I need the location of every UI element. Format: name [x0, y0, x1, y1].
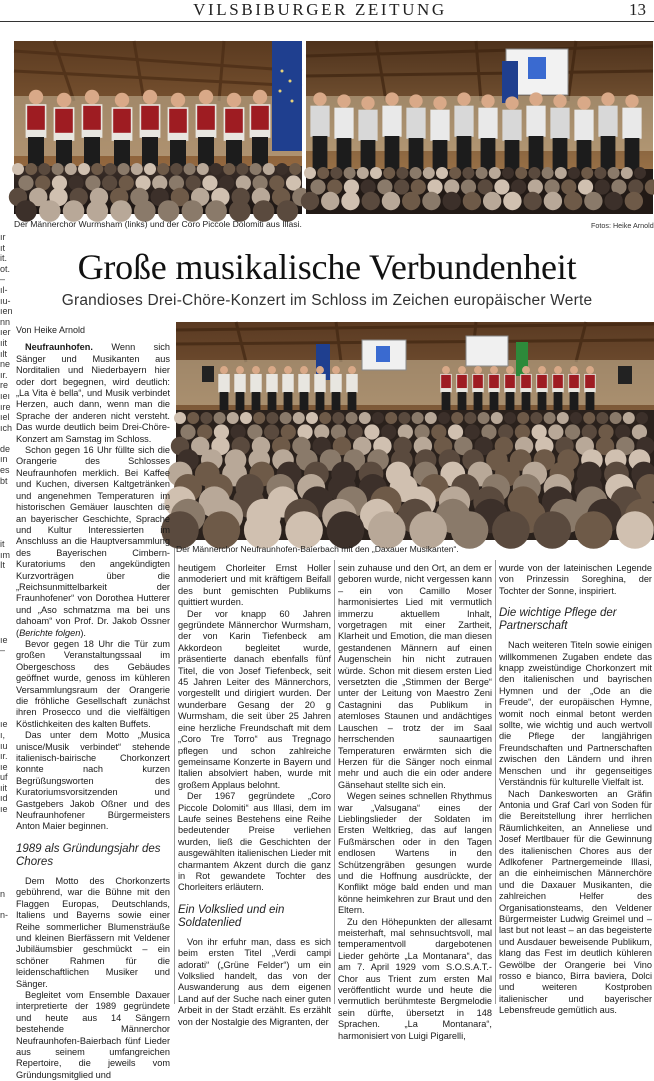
cut-fragment: it — [0, 539, 5, 550]
audience-head — [442, 192, 460, 210]
audience-head — [65, 163, 77, 175]
cut-fragment — [0, 709, 9, 720]
article-column-2 — [178, 563, 331, 1028]
audience-head — [91, 163, 103, 175]
audience-head — [596, 412, 608, 424]
audience-head — [394, 179, 409, 194]
headline: Große musikalische Verbundenheit — [77, 247, 577, 287]
audience-head — [78, 163, 90, 175]
cut-off-column — [0, 232, 13, 1027]
cut-fragment — [0, 529, 9, 540]
audience-head — [423, 167, 435, 179]
cut-fragment: uf — [0, 772, 8, 783]
cut-fragment: ıre — [0, 401, 11, 412]
cut-fragment — [0, 497, 9, 508]
audience-head — [570, 412, 582, 424]
cut-fragment — [0, 815, 9, 826]
paragraph — [499, 563, 652, 597]
cut-fragment — [0, 603, 9, 614]
audience-head — [491, 412, 503, 424]
audience-head — [625, 192, 643, 210]
cut-fragment — [0, 942, 9, 953]
audience-head — [581, 167, 593, 179]
cut-fragment — [0, 921, 9, 932]
photo-caption-main: Der Männerchor Neufraunhofen-Baierbach mit den „Daxauer Musikanten“. — [176, 544, 459, 554]
dateline: Neufraunhofen. — [25, 342, 93, 353]
photo-caption-top: Der Männerchor Wurmsham (links) und der Coro Piccole Dolomiti aus Illasi. — [14, 219, 302, 229]
audience-head — [564, 192, 582, 210]
cut-fragment — [0, 688, 9, 699]
cut-fragment — [0, 868, 9, 879]
audience-head — [489, 167, 501, 179]
article-column-4 — [499, 563, 652, 1017]
paragraph — [178, 563, 331, 609]
cut-fragment: de — [0, 443, 11, 454]
cut-fragment: ıe — [0, 804, 8, 815]
byline: Von Heike Arnold — [16, 325, 86, 335]
paragraph-text: Nach weiteren Titeln sowie einigen willkommenen Zugaben endete das knapp zweistündige Chorkonzert mit den italienischen und bayrischen Hymnen und der „Ode an die Freude“, der europäischen Hymne, womit noch einmal betont werden sollte, wie wichtig und auch wertvoll die Pflege der langjährigen Freundschaften und Partnerschaften zwischen den Ländern und ihren Menschen und ihr gegenseitiges Verständnis für kulturelle Vielfalt ist. — [499, 640, 652, 788]
cut-fragment — [0, 984, 9, 995]
cut-fragment: ıit — [0, 337, 8, 348]
audience-head — [382, 192, 400, 210]
cut-fragment — [0, 518, 9, 529]
newspaper-name: VILSBIBURGER ZEITUNG — [193, 0, 447, 19]
cut-fragment — [0, 825, 9, 836]
audience-head — [344, 167, 356, 179]
cut-fragment — [0, 1005, 9, 1016]
masthead — [0, 0, 654, 22]
audience-head — [210, 163, 222, 175]
paragraph — [338, 791, 492, 916]
audience-head — [410, 167, 422, 179]
audience-head — [304, 167, 316, 179]
audience-head — [250, 163, 262, 175]
audience-head — [462, 167, 474, 179]
cut-fragment: ıe — [0, 719, 8, 730]
cut-fragment: bt — [0, 475, 8, 486]
paragraph-text: Begleitet vom Ensemble Daxauer interpretierte der 1989 gegründete und heute aus 14 Sängern bestehende Männerchor Neufraunhofen-Baierbach fünf Lieder aus seinem umfangreichen Repertoire, die jeweils vom Gründungsmitglied und — [16, 989, 170, 1080]
cut-fragment — [0, 666, 9, 677]
audience-head — [321, 192, 339, 210]
audience-head — [634, 167, 646, 179]
cut-fragment: ıt — [0, 242, 6, 253]
audience-head — [332, 412, 344, 424]
paragraph-text: Zu den Höhepunkten der allesamt meisterhaft, mal sehnsuchtsvoll, mal temperamentvoll dargebotenen Lieder gehörte „La Montanara“, das am 7. April 1929 vom S.O.S.A.T.-Chor aus Trient zum ersten Mal veröffentlicht wurde und heute die vermutlich berühmteste Bergmelodie sein dürfte, übersetzt in 148 Sprachen. „La Montanara“, harmonisiert von Luigi Pigarelli, — [338, 916, 492, 1041]
audience-head — [214, 412, 226, 424]
cut-fragment: ıe — [0, 634, 8, 645]
audience-head — [436, 167, 448, 179]
paragraph — [499, 640, 652, 788]
cut-fragment — [0, 857, 9, 868]
cut-fragment — [0, 963, 9, 974]
cut-fragment — [0, 878, 9, 889]
audience-head — [263, 163, 275, 175]
audience-head — [528, 167, 540, 179]
audience-head — [359, 412, 371, 424]
cut-fragment: ıl- — [0, 284, 8, 295]
audience-head — [449, 167, 461, 179]
cut-fragment — [0, 507, 9, 518]
paragraph-text: Dem Motto des Chorkonzerts gebührend, war die Bühne mit den Flaggen Europas, Deutschlands, Italiens und Bayerns sowie einer Reihe sommerlicher Blumensträuße und kleinen Bierfässern mit Veldener Jubiläumsbier geschmückt – ein schöner Rahmen für die leidenschaftlichen Musiker und Sänger. — [16, 875, 170, 989]
cut-fragment — [0, 677, 9, 688]
paragraph — [16, 342, 170, 445]
audience-head — [608, 167, 620, 179]
cut-fragment — [0, 974, 9, 985]
audience-head — [523, 192, 541, 210]
audience-head — [104, 163, 116, 175]
audience-head — [412, 412, 424, 424]
photo-maennerchor-wurmsham — [14, 41, 302, 214]
cut-fragment: It — [0, 560, 6, 571]
cut-fragment: ıit — [0, 782, 8, 793]
paragraph-text: Das unter dem Motto „Musica unisce/Musik verbindet“ stehende italienisch-bairische Chorkonzert konnte nach kurzen Begrüßungsworten des Kuratoriumsvorsitzenden und Gastgebers Jakob Oßner und des Neufraunhofener Bürgermeisters Anton Maier beginnen. — [16, 730, 170, 832]
photo-credit: Fotos: Heike Arnold — [591, 221, 654, 230]
audience-head — [396, 167, 408, 179]
paragraph-text: Bevor gegen 18 Uhr die Tür zum großen Veranstaltungssaal im Obergeschoss des Gebäudes geöffnet wurde, genoss im kühleren Versammlungsraum der Orangerie die fröhliche Gesellschaft zunächst ihren Prosecco und die vielfältigen Köstlichkeiten des kalten Buffets. — [16, 638, 170, 729]
paragraph-text: Der vor knapp 60 Jahren gegründete Männerchor Wurmsham, der von Karin Tiefenbeck am Akkordeon begleitet wurde, präsentierte danach ebenfalls fünf Titel, die von Josef Tiefenbeck, seit 45 Jahren Leiter des Männerchors, vorgestellt und dirigiert wurden. Der wunderbare Gesang der 20 g Wurmsham, die seit über 25 Jahren eine herzliche Freundschaft mit dem „Coro Tre Torro“ aus Tregnago pflegen und schon zahlreiche gemeinsame Konzerte in Bayern und Italien absolviert haben, wurde mit großem Applaus belohnt. — [178, 608, 331, 790]
audience-head — [317, 167, 329, 179]
audience-head — [483, 192, 501, 210]
cut-fragment — [0, 846, 9, 857]
audience-head — [478, 412, 490, 424]
cut-fragment: – — [0, 274, 6, 285]
cut-fragment: nn — [0, 316, 11, 327]
audience-head — [38, 163, 50, 175]
audience-head — [610, 412, 622, 424]
paragraph — [16, 445, 170, 639]
cut-fragment — [0, 592, 9, 603]
cut-fragment — [0, 931, 9, 942]
paragraph-text: Schon gegen 16 Uhr füllte sich die Orangerie des Schlosses Neufraunhofen merklich. Bei Kaffee und Kuchen, diversen Kaltgetränken und angenehmen Temperaturen im historischen Gemäuer lauschten die an bayerischer Geschichte, Sprache und Kultur Interessierten im Anschluss an die Hauptversammlung des Bayerischen Cimbern-Kuratoriums den angekündigten Kurzvorträgen über die „Reichsunmittelbarkeit der Fraunhofener“ von Dorothea Hutterer und „Aso schmatzma ma bei uns dahoam“ von Prof. Dr. Jakob Ossner ( — [16, 445, 170, 638]
italic-note: Berichte folgen — [19, 627, 81, 638]
cut-fragment: ıu — [0, 740, 8, 751]
cut-fragment: ır. — [0, 369, 8, 380]
audience-head — [276, 163, 288, 175]
cut-fragment — [0, 433, 9, 444]
cut-fragment: ıel — [0, 412, 10, 423]
cut-fragment — [0, 486, 9, 497]
audience-head — [280, 412, 292, 424]
audience-head — [12, 163, 24, 175]
audience-head — [623, 412, 635, 424]
audience-head — [357, 167, 369, 179]
cut-fragment: ın — [0, 454, 8, 465]
paragraph-text: Der 1967 gegründete „Coro Piccole Dolomiti“ aus Illasi, dem im Laufe seines Bestehens eine Reihe bedeutender Preise verliehen wurden, ließ die Geschichten der ausgewählten italienischen Lieder mit charmantem Akzent durch die ganz in Rot gewandete Tochter des Chorleiters erläutern. — [178, 791, 331, 893]
audience-head — [494, 179, 509, 194]
photo-coro-piccole-dolomiti — [306, 41, 653, 214]
audience-head — [236, 163, 248, 175]
audience-head — [306, 412, 318, 424]
audience-head — [636, 412, 648, 424]
audience-head — [289, 163, 301, 175]
paragraph — [499, 789, 652, 1017]
audience-head — [492, 511, 530, 549]
paragraph-tail: ). — [80, 627, 86, 638]
audience-head — [398, 412, 410, 424]
audience-head — [621, 167, 633, 179]
audience-head — [264, 424, 279, 439]
audience-head — [604, 192, 622, 210]
column-rule — [495, 560, 496, 1004]
audience-head — [157, 163, 169, 175]
audience-head — [464, 412, 476, 424]
audience-head — [584, 192, 602, 210]
cut-fragment: es — [0, 465, 10, 476]
cut-fragment — [0, 836, 9, 847]
paragraph — [338, 917, 492, 1042]
paragraph — [178, 937, 331, 1028]
section-subheading: Die wichtige Pflege der Partnerschaft — [499, 607, 617, 633]
cut-fragment: – — [0, 645, 6, 656]
audience-head — [266, 412, 278, 424]
paragraph-text: Wegen seines schnellen Rhythmus war „Valsugana“ eines der Lieblingslieder der Soldaten im Ersten Weltkrieg, das auf langen Fußmärschen oder in den Tagen endlosen Wartens in den Schützengräben gesungen wurde und die Hoffnung ausdrückte, der Konflikt möge bald enden und man könne heimkehren zur Braut und den Eltern. — [338, 791, 492, 916]
audience-head — [616, 511, 654, 549]
audience-head — [364, 424, 379, 439]
audience-head — [544, 412, 556, 424]
audience-head — [385, 412, 397, 424]
article-column-1 — [16, 325, 170, 1081]
audience-head — [131, 163, 143, 175]
cut-fragment: ıen — [0, 306, 13, 317]
paragraph — [16, 876, 170, 990]
cut-fragment — [0, 995, 9, 1006]
audience-head — [319, 412, 331, 424]
audience-head — [187, 412, 199, 424]
cut-fragment — [0, 571, 9, 582]
cut-fragment: ıeı — [0, 390, 11, 401]
cut-fragment — [0, 899, 9, 910]
audience-head — [515, 167, 527, 179]
audience-head — [583, 412, 595, 424]
cut-fragment — [0, 582, 9, 593]
cut-fragment — [0, 952, 9, 963]
page-number: 13 — [629, 0, 646, 19]
cut-fragment — [0, 698, 9, 709]
audience-head — [346, 412, 358, 424]
audience-head — [202, 175, 217, 190]
audience-head — [544, 192, 562, 210]
paragraph — [178, 791, 331, 894]
paragraph — [16, 990, 170, 1081]
cut-fragment: ılt — [0, 348, 8, 359]
paragraph-text: heutigem Chorleiter Ernst Holler anmoderiert und mit kräftigem Beifall des bunt gemischten Publikums quittiert wurden. — [178, 563, 331, 608]
audience-head — [451, 412, 463, 424]
audience-head — [253, 412, 265, 424]
audience-head — [476, 167, 488, 179]
cut-fragment: ır — [0, 232, 6, 242]
audience-head — [557, 412, 569, 424]
cut-fragment: n — [0, 888, 6, 899]
cut-fragment: ı, — [0, 729, 6, 740]
audience-head — [503, 192, 521, 210]
audience-head — [223, 163, 235, 175]
audience-head — [200, 412, 212, 424]
cut-fragment: ır. — [0, 751, 8, 762]
cut-fragment: re — [0, 380, 9, 391]
cut-fragment: ıch — [0, 422, 13, 433]
photo-maennerchor-neufraunhofen — [176, 322, 654, 540]
audience-head — [362, 192, 380, 210]
cut-fragment: it. — [0, 253, 8, 264]
audience-head — [548, 424, 563, 439]
paragraph-text: Wenn sich Sänger und Musikanten aus Norditalien und Niederbayern hier oder dort begegnen, wird deutlich: „La Vita è bella“, und Musik verbindet Herzen, auch dann, wenn man die Sprache der anderen nicht versteht. Das wurde deutlich beim Drei-Chöre-Konzert am Samstag im Schloss. — [16, 342, 170, 444]
audience-head — [594, 167, 606, 179]
cut-fragment — [0, 624, 9, 635]
cut-fragment: ıe — [0, 761, 8, 772]
audience-head — [25, 163, 37, 175]
column-rule — [174, 548, 175, 1004]
audience-head — [240, 412, 252, 424]
audience-head — [575, 511, 613, 549]
audience-head — [301, 192, 319, 210]
paragraph-text: Nach Dankesworten an Gräfin Antonia und Graf Carl von Soden für die Bereitstellung ihrer herrlichen Räumlichkeiten, an Anneliese und Josef Mertlbauer für die Gewinnung des italienischen Chores aus der Adlkofener Partnergemeinde Illasi, an die einheimischen Männerchöre und die Daxauer Musikanten, die zahlreichen Helfer des Organisationsteams, den Veldener Bürgermeister Ludwig Greimel und – last but not least – an das begeisterte und Ausdauer beweisende Publikum, klang das Fest im deutlich kühleren Gewölbe der Orangerie bei Vino rosso e bianco, Birra bavierа, Dolci und weiteren Kostproben italienischer und bayerischer Lebensfreude gemütlich aus. — [499, 788, 652, 1016]
audience-head — [341, 192, 359, 210]
paragraph-text: wurde von der lateinischen Legende von Prinzessin Soreghina, der Tochter der Sonne, inspiriert. — [499, 563, 652, 596]
audience-head — [197, 163, 209, 175]
cut-fragment: ne — [0, 359, 11, 370]
audience-head — [52, 163, 64, 175]
cut-fragment: ıu- — [0, 295, 11, 306]
audience-head — [293, 412, 305, 424]
paragraph-text: sein zuhause und den Ort, an dem er geboren wurde, nicht vergessen kann – ein von Camillo Moser harmonisiertes Lied mit vermutlich immerzu aktuellem Inhalt, vorgetragen mit einer Zartheit, Klarheit und Emotion, die man diesen gestandenen Männern auf einen Augenschein hin nicht zutrauen würde. Schon mit diesem ersten Lied versetzten die „Stimmen der Berge“ unter der Leitung von Maestro Zeni Castagnini das Publikum in atemloses Staunen und andächtiges Lauschen – trotz der im Saal herrschenden saunaartigen Temperaturen erwärmten sich die Herzen für die Sänger noch einmal mehr und auch die ein oder andere Gänsehaut stellte sich ein. — [338, 563, 492, 790]
audience-head — [118, 163, 130, 175]
audience-head — [542, 167, 554, 179]
audience-head — [227, 412, 239, 424]
cut-fragment: ım — [0, 549, 10, 560]
cut-fragment — [0, 1016, 9, 1027]
audience-head — [555, 167, 567, 179]
cut-fragment: n- — [0, 910, 9, 920]
audience-head — [422, 192, 440, 210]
section-subheading: 1989 als Gründungsjahr des Chores — [16, 842, 161, 868]
audience-head — [402, 192, 420, 210]
paragraph — [16, 639, 170, 730]
audience-head — [568, 167, 580, 179]
cut-fragment: ot. — [0, 263, 11, 274]
cut-fragment — [0, 613, 9, 624]
audience-head — [102, 175, 117, 190]
audience-head — [517, 412, 529, 424]
audience-head — [174, 412, 186, 424]
paragraph-text: Von ihr erfuhr man, dass es sich beim ersten Titel „Verdi campi adorati“ („Grüne Felder“) um ein Volkslied handelt, das von der Auswanderung aus dem eigenen Land auf der Suche nach einer guten Arbeit in der Stadt erzählt. Es erzählt von der Nostalgie des Migranten, der — [178, 936, 331, 1027]
audience-head — [438, 412, 450, 424]
audience-head — [170, 163, 182, 175]
paragraph — [178, 609, 331, 792]
audience-head — [184, 163, 196, 175]
column-rule — [334, 560, 335, 1004]
section-subheading: Ein Volkslied und ein Soldatenlied — [178, 903, 285, 929]
audience-head — [530, 412, 542, 424]
audience-head — [330, 167, 342, 179]
cut-fragment: ıer — [0, 327, 11, 338]
paragraph — [338, 563, 492, 791]
cut-fragment: ıd — [0, 793, 8, 804]
audience-head — [372, 412, 384, 424]
audience-head — [144, 163, 156, 175]
audience-head — [425, 412, 437, 424]
subheadline: Grandioses Drei-Chöre-Konzert im Schloss im Zeichen europäischer Werte — [61, 292, 593, 309]
audience-head — [370, 167, 382, 179]
audience-head — [465, 424, 480, 439]
paragraph — [16, 730, 170, 833]
audience-head — [595, 179, 610, 194]
cut-fragment — [0, 656, 9, 667]
audience-head — [533, 511, 571, 549]
audience-head — [504, 412, 516, 424]
audience-head — [383, 167, 395, 179]
audience-head — [463, 192, 481, 210]
audience-head — [502, 167, 514, 179]
article-column-3 — [338, 563, 492, 1042]
